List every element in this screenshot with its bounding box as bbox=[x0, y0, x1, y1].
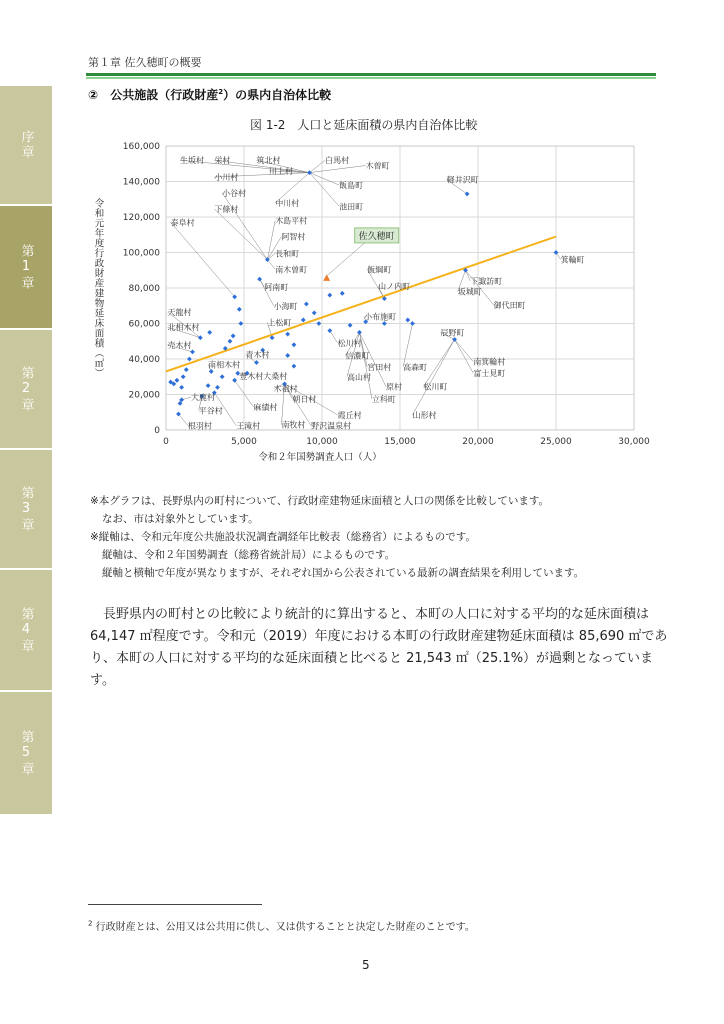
point-label: 上松町 bbox=[267, 318, 292, 328]
point-label: 王滝村 bbox=[236, 421, 261, 431]
point-label: 原村 bbox=[385, 382, 402, 392]
point-label: 軽井沢町 bbox=[446, 175, 479, 185]
point-label: 大鹿村 bbox=[190, 393, 215, 403]
point-label: 小海町 bbox=[273, 301, 298, 311]
y-tick-label: 60,000 bbox=[128, 319, 160, 330]
y-tick-label: 100,000 bbox=[122, 248, 160, 259]
y-tick-label: 120,000 bbox=[122, 213, 160, 223]
point-label: 飯綱町 bbox=[367, 265, 392, 275]
point-label: 御代田町 bbox=[493, 300, 526, 310]
point-label: 北相木村 bbox=[167, 323, 200, 333]
y-tick-label: 40,000 bbox=[128, 355, 160, 365]
point-label: 池田町 bbox=[339, 202, 364, 212]
section-title-suffix: ）の県内自治体比較 bbox=[223, 88, 332, 102]
point-label: 小川村 bbox=[214, 173, 239, 183]
point-label: 高森町 bbox=[403, 362, 428, 372]
header-rule-dark bbox=[86, 73, 656, 76]
point-label: 木曽町 bbox=[365, 161, 390, 171]
point-label: 下條村 bbox=[214, 205, 239, 215]
point-label: 天龍村 bbox=[167, 307, 192, 317]
y-tick-label: 160,000 bbox=[122, 142, 160, 152]
side-tab-chapter-4[interactable]: 第4章 bbox=[0, 570, 52, 690]
point-label: 南相木村 bbox=[208, 360, 241, 370]
point-label: 高山村 bbox=[346, 372, 371, 382]
body-paragraph bbox=[90, 604, 670, 692]
side-tab-intro[interactable]: 序章 bbox=[0, 86, 52, 204]
point-label: 南木曽町 bbox=[275, 265, 308, 275]
x-tick-label: 25,000 bbox=[540, 437, 572, 447]
x-axis-title: 令和２年国勢調査人口（人） bbox=[258, 452, 382, 463]
point-label: 富士見町 bbox=[473, 369, 506, 379]
point-label: 辰野町 bbox=[440, 328, 465, 338]
side-tab-chapter-5[interactable]: 第5章 bbox=[0, 692, 52, 814]
footnote-text: 行政財産とは、公用又は公共用に供し、又は供することと決定した財産のことです。 bbox=[95, 922, 475, 933]
point-label: 木祖村 bbox=[273, 384, 298, 394]
footnote-rule bbox=[88, 904, 262, 905]
point-label: 中川村 bbox=[275, 198, 300, 208]
scatter-chart bbox=[80, 134, 660, 474]
note-line: ※縦軸は、令和元年度公共施設状況調査調経年比較表（総務省）によるものです。 bbox=[90, 531, 476, 543]
point-label: 青木村 bbox=[245, 350, 270, 360]
y-tick-label: 0 bbox=[154, 426, 160, 436]
x-tick-label: 0 bbox=[163, 437, 169, 447]
point-label: 野沢温泉村 bbox=[311, 421, 352, 431]
point-label: 南箕輪村 bbox=[473, 357, 506, 367]
point-label: 宮田村 bbox=[367, 362, 392, 372]
point-label: 平谷村 bbox=[198, 406, 223, 416]
y-tick-label: 80,000 bbox=[128, 284, 160, 294]
point-label: 立科町 bbox=[371, 394, 396, 404]
x-tick-label: 5,000 bbox=[231, 437, 257, 447]
highlight-label: 佐久穂町 bbox=[358, 231, 395, 242]
point-label: 根羽村 bbox=[187, 421, 212, 431]
x-tick-label: 15,000 bbox=[384, 437, 416, 447]
x-tick-label: 20,000 bbox=[462, 437, 494, 447]
point-label: 麻績村 bbox=[253, 402, 278, 412]
footnote-number: 2 bbox=[88, 919, 93, 928]
section-number: ② bbox=[88, 88, 99, 102]
point-label: 阿南町 bbox=[264, 283, 289, 293]
point-label: 松川町 bbox=[423, 382, 448, 392]
point-label: 松川村 bbox=[337, 339, 362, 349]
point-label: 筑北村 bbox=[256, 156, 281, 166]
notes bbox=[90, 492, 584, 582]
point-label: 川上村 bbox=[268, 166, 293, 176]
point-label: 南牧村 bbox=[281, 420, 306, 430]
point-label: 生坂村 bbox=[180, 156, 205, 166]
page-number: 5 bbox=[362, 958, 370, 972]
note-line: なお、市は対象外としています。 bbox=[102, 513, 259, 525]
y-tick-label: 20,000 bbox=[128, 390, 160, 401]
y-axis-title: 令和元年度行政財産建物延床面積（㎡） bbox=[92, 198, 104, 378]
figure-caption: 図 1-2 人口と延床面積の県内自治体比較 bbox=[250, 118, 478, 132]
chapter-header: 第１章 佐久穂町の概要 bbox=[88, 56, 202, 69]
section-footnote-ref: 2 bbox=[218, 88, 224, 96]
side-tab-chapter-3[interactable]: 第3章 bbox=[0, 450, 52, 568]
note-line: 縦軸は、令和２年国勢調査（総務省統計局）によるものです。 bbox=[102, 549, 396, 561]
side-tab-chapter-2[interactable]: 第2章 bbox=[0, 330, 52, 448]
side-tab-chapter-1[interactable]: 第1章 bbox=[0, 206, 52, 328]
note-line: 縦軸と横軸で年度が異なりますが、それぞれ国から公表されている最新の調査結果を利用しています。 bbox=[102, 567, 585, 579]
point-label: 坂城町 bbox=[457, 287, 482, 297]
point-label: 信濃町 bbox=[345, 351, 370, 361]
point-label: 朝日村 bbox=[292, 394, 317, 404]
point-label: 泰阜村 bbox=[170, 218, 195, 228]
point-label: 霞丘村 bbox=[337, 410, 362, 420]
point-label: 豊木村大桑村 bbox=[239, 371, 288, 381]
point-label: 山形村 bbox=[412, 410, 437, 420]
point-label: 山ノ内町 bbox=[378, 282, 411, 292]
point-label: 売木村 bbox=[167, 340, 192, 350]
note-line: ※本グラフは、長野県内の町村について、行政財産建物延床面積と人口の関係を比較しています。 bbox=[90, 495, 550, 507]
x-tick-label: 10,000 bbox=[306, 437, 338, 447]
y-tick-label: 140,000 bbox=[122, 177, 160, 188]
section-title bbox=[88, 86, 331, 103]
point-label: 箕輪町 bbox=[560, 255, 585, 265]
header-rule-light bbox=[86, 77, 656, 79]
point-label: 栄村 bbox=[214, 156, 231, 166]
point-label: 下諏訪町 bbox=[470, 276, 503, 286]
body-paragraph-text: 長野県内の町村との比較により統計的に算出すると、本町の人口に対する平均的な延床面積は 64,147 ㎡程度です。令和元（2019）年度における本町の行政財産建物延床面積は 85,690 ㎡であり、本町の人口に対する平均的な延床面積と比べると 21,543 ㎡（25.1%）が過剰となっています。 bbox=[90, 607, 668, 688]
x-tick-label: 30,000 bbox=[618, 437, 650, 447]
point-label: 長和町 bbox=[275, 249, 300, 259]
point-label: 白馬村 bbox=[325, 156, 350, 166]
point-label: 木島平村 bbox=[275, 216, 308, 226]
point-label: 小布施町 bbox=[364, 312, 397, 322]
point-label: 小谷村 bbox=[222, 189, 247, 199]
footnote bbox=[88, 918, 475, 933]
point-label: 飯島町 bbox=[339, 181, 364, 191]
point-label: 阿智村 bbox=[281, 232, 306, 242]
section-title-prefix: 公共施設（行政財産 bbox=[110, 88, 219, 102]
